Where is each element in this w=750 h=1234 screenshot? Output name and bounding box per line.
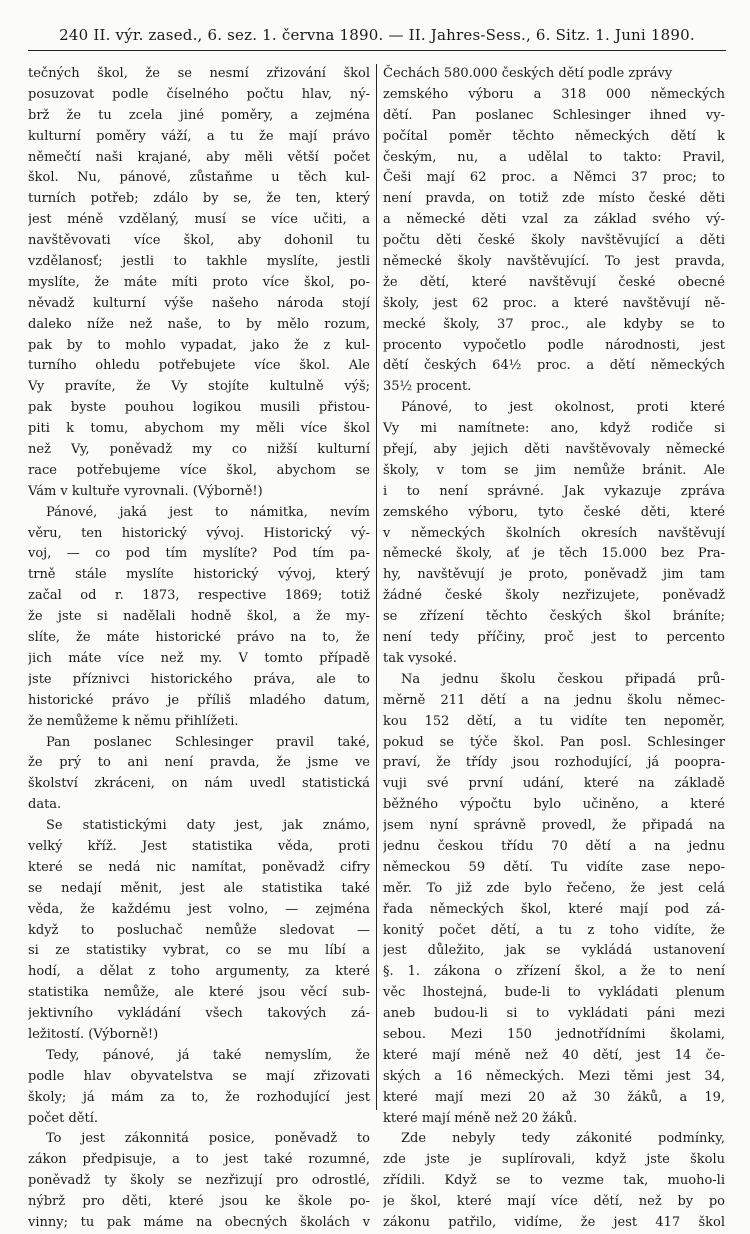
text-line: To jest zákonnitá posice, poněvadž to: [46, 1131, 370, 1147]
text-line: německé školy, ať je těch 15.000 bez Pra-: [383, 546, 725, 562]
text-line: zemského výboru, tyto české děti, které: [383, 504, 725, 520]
text-line: jektivního vykládání všech takových zá-: [28, 1006, 370, 1022]
text-line: je škol, které mají více dětí, než by po: [383, 1194, 725, 1210]
text-line: Čechách 580.000 českých dětí podle zprávy: [383, 66, 673, 81]
text-line: že nemůžeme k němu přihlížeti.: [28, 713, 239, 729]
text-line: Tedy, pánové, já také nemyslím, že: [46, 1047, 370, 1063]
text-line: něvadž kulturní výše našeho národa stojí: [28, 295, 370, 311]
text-line: věda, že každému jest volno, — zejména: [28, 901, 370, 917]
text-line: počet dětí.: [28, 1110, 99, 1126]
text-line: §. 1. zákona o zřízení škol, a že to není: [383, 964, 725, 980]
text-line: zákonu patřilo, vidíme, že jest 417 škol: [383, 1214, 725, 1230]
text-line: pokud se týče škol. Pan posl. Schlesinger: [383, 734, 725, 750]
text-line: jich máte více než my. V tomto případě: [28, 650, 370, 666]
text-line: poněvadž ty školy se nezřizují pro odrostlé,: [28, 1173, 370, 1189]
text-line: praví, že třídy jsou rozhodující, já poopra-: [383, 755, 725, 771]
text-line: podle hlav obyvatelstva se mají zřizovati: [28, 1068, 370, 1084]
text-line: ležitostí. (Výborně!): [28, 1026, 159, 1042]
text-line: věru, ten historický vývoj. Historický vý-: [28, 525, 370, 541]
text-line: měr. To již zde bylo řečeno, že jest celá: [383, 880, 725, 896]
header-text: 240 II. výr. zased., 6. sez. 1. června 1890. — II. Jahres-Sess., 6. Sitz. 1. Juni 1890.: [59, 26, 695, 44]
text-line: školy, v tom se jim nemůže bránit. Ale: [383, 462, 725, 478]
text-line: běžného výpočtu bylo učiněno, a které: [383, 797, 725, 813]
text-line: a německé děti vzal za základ svého vý-: [383, 212, 725, 228]
text-line: jste příznivci historického práva, ale to: [28, 671, 370, 687]
text-line: počítal poměr těchto německých dětí k: [383, 128, 725, 144]
text-line: daleko níže než naše, to by mělo rozum,: [28, 316, 370, 332]
text-line: statistika nemůže, ale které jsou věcí sub-: [28, 985, 370, 1001]
text-line: brž že tu zcela jiné poměry, a zejména: [28, 107, 370, 123]
text-line: že jste si nadělali hodně škol, a že my-: [28, 609, 370, 625]
left-column: [28, 64, 377, 1230]
text-line: myslíte, že máte míti proto více škol, po-: [28, 274, 370, 290]
text-line: procento vypočetlo podle národnosti, jest: [383, 337, 725, 353]
text-line: školy; já mám za to, že rozhodující jest: [28, 1089, 370, 1105]
text-line: nýbrž pro děti, které jsou ke škole po-: [28, 1194, 370, 1210]
text-line: Vy pravíte, že Vy stojíte kultulně výš;: [28, 379, 370, 395]
text-line: českým, nu, a udělal to takto: Pravil,: [383, 149, 725, 165]
text-line: Se statistickými daty jest, jak známo,: [46, 818, 370, 834]
text-line: pak by to mohlo vypadat, jako že z kul-: [28, 337, 370, 353]
text-line: zemského výboru a 318 000 německých: [383, 86, 725, 102]
text-line: věc lhostejná, bude-li to vykládati plenum: [383, 985, 725, 1001]
text-line: německé školy navštěvující. To jest pravda,: [383, 254, 725, 270]
text-line: dětí. Pan poslanec Schlesinger ihned vy-: [383, 107, 725, 123]
text-line: že prý to ani není pravda, že jsme ve: [28, 755, 370, 771]
text-line: jest méně vzdělaný, musí se více učiti, a: [28, 212, 370, 228]
page: [28, 20, 726, 1230]
text-line: Pánové, jaká jest to námitka, nevím: [46, 504, 370, 520]
text-line: které mají méně než 40 dětí, jest 14 če-: [383, 1047, 725, 1063]
text-line: není tedy příčiny, proč jest to percento: [383, 630, 725, 646]
text-line: tečných škol, že se nesmí zřizování škol: [28, 66, 370, 81]
text-line: dětí českých 64½ proc. a dětí německých: [383, 358, 725, 374]
text-line: pak byste pouhou logikou musili přistou-: [28, 400, 370, 416]
text-line: navštěvovati více škol, aby dohonil tu: [28, 233, 370, 249]
text-line: Vy mi namítnete: ano, když rodiče si: [383, 421, 725, 437]
text-line: jsem nyní správně provedl, že připadá na: [383, 818, 725, 834]
text-line: školství zkráceni, on nám uvedl statistická: [28, 776, 370, 792]
text-line: velký kříž. Jest statistika věda, proti: [28, 838, 370, 854]
text-line: které se nedá nic namítat, poněvadž cifry: [28, 859, 370, 875]
text-line: kulturní poměry váží, a tu že mají právo: [28, 128, 370, 144]
text-line: Pánové, to jest okolnost, proti které: [401, 400, 725, 416]
text-line: sebou. Mezi 150 jednotřídními školami,: [383, 1026, 725, 1042]
right-column: [377, 64, 725, 1230]
text-line: historické právo je příliš mladého datum,: [28, 692, 370, 708]
running-header: [28, 20, 726, 51]
text-line: vuji své první udání, které na základě: [383, 776, 725, 792]
text-line: hodí, a dělat z toho argumenty, za které: [28, 964, 370, 980]
text-line: vzdělanosť; jestli to takhle myslíte, jestli: [28, 254, 370, 270]
text-line: Češi mají 62 proc. a Němci 37 proc; to: [383, 170, 725, 186]
text-line: mecké školy, 37 proc., ale kdyby se to: [383, 316, 725, 332]
text-columns: [28, 64, 726, 1230]
text-line: aneb budou-li si to vykládati páni mezi: [383, 1006, 725, 1022]
text-line: se nedají měnit, jest ale statistika také: [28, 880, 370, 896]
text-line: němečtí naši krajané, aby měli větší počet: [28, 149, 370, 165]
text-line: zřídili. Když se to vezme tak, muoho-li: [383, 1173, 725, 1189]
text-line: hy, navštěvují je proto, poněvadž jim tam: [383, 567, 725, 583]
text-line: když to posluchač nemůže sledovat —: [28, 922, 370, 938]
text-line: měrně 211 dětí a na jednu školu němec-: [383, 692, 725, 708]
text-line: konitý počet dětí, a tu z toho vidíte, že: [383, 922, 725, 938]
text-line: ských a 16 německých. Mezi těmi jest 34,: [383, 1068, 725, 1084]
text-line: přejí, aby jejich děti navštěvovaly německé: [383, 442, 725, 458]
text-line: které mají mezi 20 až 30 žáků, a 19,: [383, 1089, 725, 1105]
text-line: turních potřeb; zdálo by se, že ten, který: [28, 191, 370, 207]
text-line: jednu českou třídu 70 dětí a na jednu: [383, 838, 725, 854]
text-line: data.: [28, 797, 62, 813]
text-line: Zde nebyly tedy zákonité podmínky,: [401, 1131, 725, 1147]
text-line: v německých školních okresích navštěvují: [383, 525, 725, 541]
text-line: není pravda, on totiž zde místo české děti: [383, 191, 725, 207]
text-line: 35½ procent.: [383, 379, 472, 395]
text-line: voj, — co pod tím myslíte? Pod tím pa-: [28, 546, 370, 562]
text-line: kou 152 dětí, a tu vidíte ten nepoměr,: [383, 713, 725, 729]
text-line: školy, jest 62 proc. a které navštěvují ně-: [383, 295, 725, 311]
text-line: i to není správné. Jak vykazuje zpráva: [383, 483, 725, 499]
text-line: počtu děti české školy navštěvující a děti: [383, 233, 725, 249]
text-line: německou 59 dětí. Tu vidíte zase nepo-: [383, 859, 725, 875]
text-line: race potřebujeme více škol, abychom se: [28, 462, 370, 478]
text-line: Vám v kultuře vyrovnali. (Výborně!): [28, 483, 263, 499]
text-line: turního ohledu potřebujete více škol. Ale: [28, 358, 370, 374]
text-line: si ze statistiky vybrat, co se mu líbí a: [28, 943, 370, 959]
text-line: se zřízení těchto českých škol bráníte;: [383, 609, 725, 625]
text-line: jest důležito, jak se vykládá ustanovení: [383, 943, 725, 959]
text-line: piti k tomu, abychom my měli více škol: [28, 421, 370, 437]
text-line: řada německých škol, které mají pod zá-: [383, 901, 725, 917]
text-line: které mají méně než 20 žáků.: [383, 1110, 578, 1126]
text-line: než Vy, poněvadž my co nižší kulturní: [28, 442, 370, 458]
text-line: tak vysoké.: [383, 650, 457, 666]
text-line: že dětí, které navštěvují české obecné: [383, 274, 725, 290]
text-line: trně stále myslíte historický vývoj, který: [28, 567, 370, 583]
text-line: Na jednu školu českou připadá prů-: [401, 671, 725, 687]
text-line: Pan poslanec Schlesinger pravil také,: [46, 734, 370, 750]
text-line: slíte, že máte historické právo na to, že: [28, 630, 370, 646]
text-line: škol. Nu, pánové, zůstaňme u těch kul-: [28, 170, 370, 186]
text-line: zde jste je suplírovali, když jste školu: [383, 1152, 725, 1168]
text-line: začal od r. 1873, respective 1869; totiž: [28, 588, 370, 604]
text-line: zákon předpisuje, a to jest také rozumné,: [28, 1152, 370, 1168]
text-line: vinny; tu pak máme na obecných školách v: [28, 1214, 370, 1230]
text-line: posuzovat podle číselného počtu hlav, ný-: [28, 86, 370, 102]
text-line: žádné české školy nezřizujete, poněvadž: [383, 588, 725, 604]
